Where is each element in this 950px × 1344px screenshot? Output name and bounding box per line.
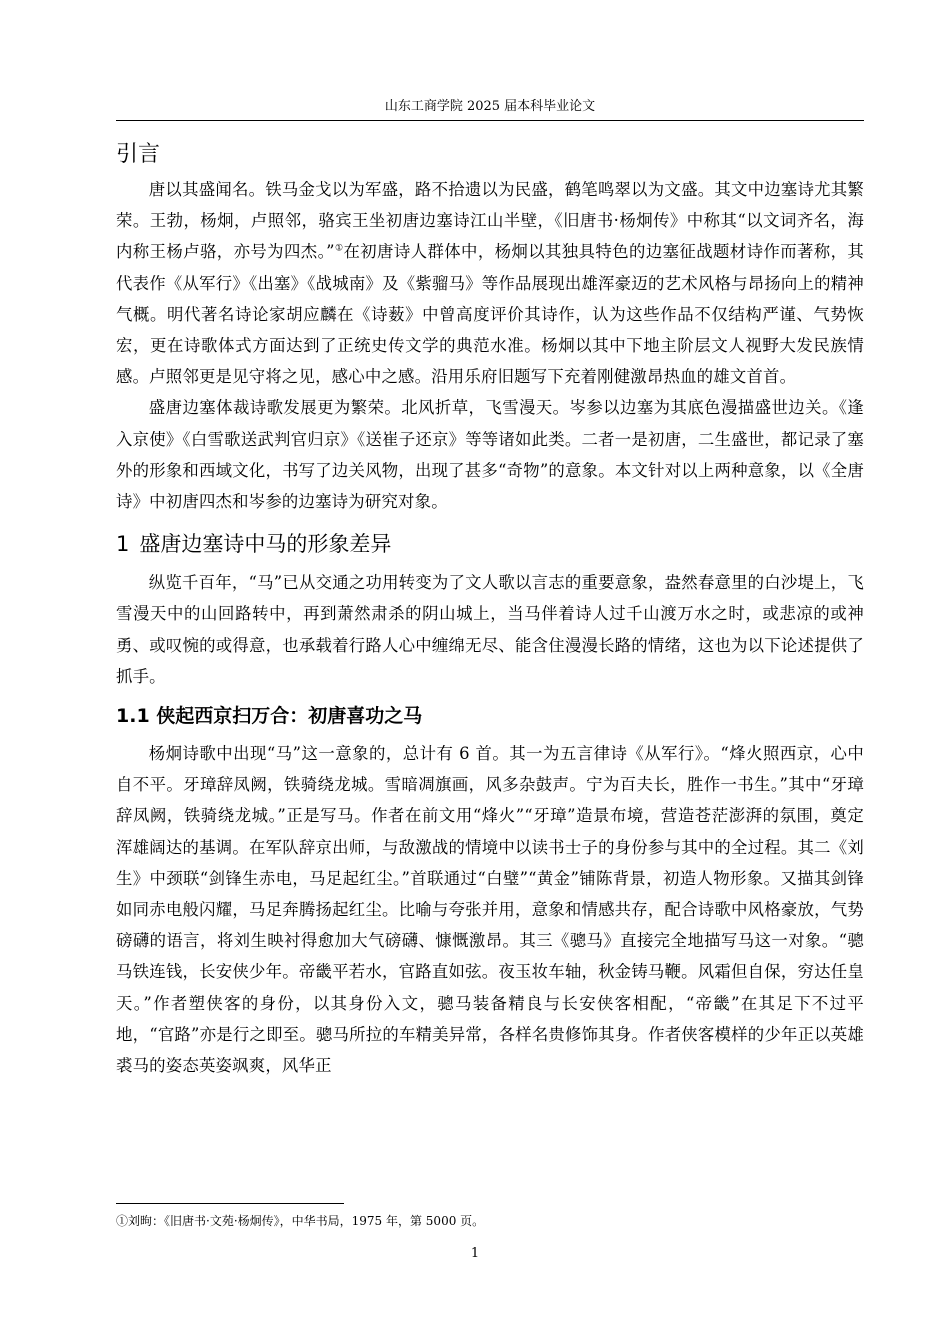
page-number: 1	[470, 1246, 480, 1261]
intro-p1-text-a: 唐以其盛闻名。铁马金戈以为军盛，路不拾遗以为民盛，鹤笔鸣翠以为文盛。其文中边塞诗尤其繁荣。王勃，杨炯，卢照邻，骆宾王坐初唐边塞诗江山半壁，《旧唐书·杨炯传》中称其“以文词齐名，海内称王杨卢骆，亦号为四杰。”	[116, 180, 864, 262]
running-header: 山东工商学院 2025 届本科毕业论文	[384, 99, 596, 114]
section-1-1-paragraph-1: 杨炯诗歌中出现“马”这一意象的，总计有 6 首。其一为五言律诗《从军行》。“烽火照西京，心中自不平。牙璋辞凤阙，铁骑绕龙城。雪暗凋旗画，风多杂鼓声。宁为百夫长，胜作一书生。”其中“牙璋辞凤阙，铁骑绕龙城。”正是写马。作者在前文用“烽火”“牙璋”造景布境，营造苍茫澎湃的氛围，奠定浑雄阔达的基调。在军队辞京出师，与敌激战的情境中以读书士子的身份参与其中的全过程。其二《刘生》中颈联“剑锋生赤电，马足起红尘。”首联通过“白璧”“黄金”铺陈背景，初造人物形象。又描其剑锋如同赤电般闪耀，马足奔腾扬起红尘。比喻与夸张并用，意象和情感共存，配合诗歌中风格豪放，气势磅礴的语言，将刘生映衬得愈加大气磅礴、慷慨激昂。其三《骢马》直接完全地描写马这一对象。“骢马铁连钱，长安侠少年。帝畿平若水，官路直如弦。夜玉妆车轴，秋金铸马鞭。风霜但自保，穷达任皇天。”作者塑侠客的身份，以其身份入文，骢马装备精良与长安侠客相配，“帝畿”在其足下不过平地，“官路”亦是行之即至。骢马所拉的车精美异常，各样名贵修饰其身。作者侠客模样的少年正以英雄裘马的姿态英姿飒爽，风华正	[116, 744, 864, 1076]
intro-paragraph-1	[116, 174, 864, 392]
footnote-rule	[116, 1203, 344, 1204]
section-1-1-heading: 1.1 侠起西京扫万合：初唐喜功之马	[116, 705, 423, 728]
body-content	[116, 138, 864, 1081]
intro-paragraph-2: 盛唐边塞体裁诗歌发展更为繁荣。北风折草，飞雪漫天。岑参以边塞为其底色漫描盛世边关。《逢入京使》《白雪歌送武判官归京》《送崔子还京》等等诸如此类。二者一是初唐，二生盛世，都记录了塞外的形象和西域文化，书写了边关风物，出现了甚多“奇物”的意象。本文针对以上两种意象，以《全唐诗》中初唐四杰和岑参的边塞诗为研究对象。	[116, 398, 864, 512]
intro-p1-text-b: 在初唐诗人群体中，杨炯以其独具特色的边塞征战题材诗作而著称，其代表作《从军行》《出塞》《战城南》及《紫骝马》等作品展现出雄浑豪迈的艺术风格与昂扬向上的精神气概。明代著名诗论家胡应麟在《诗薮》中曾高度评价其诗作，认为这些作品不仅结构严谨、气势恢宏，更在诗歌体式方面达到了正统史传文学的典范水准。杨炯以其中下地主阶层文人视野大发民族情感。卢照邻更是见守将之见，感心中之感。沿用乐府旧题写下充着刚健激昂热血的雄文首首。	[116, 242, 864, 387]
intro-heading: 引言	[116, 142, 161, 167]
footnote: ①刘昫：《旧唐书·文苑·杨炯传》，中华书局，1975 年，第 5000 页。	[116, 1214, 485, 1228]
section-1-title: 盛唐边塞诗中马的形象差异	[139, 532, 392, 557]
section-1-number: 1	[116, 532, 130, 557]
section-1-heading	[116, 529, 864, 559]
footnote-mark: ①	[334, 243, 344, 254]
section-1-paragraph-1: 纵览千百年，“马”已从交通之功用转变为了文人歌以言志的重要意象，盎然春意里的白沙堤上，飞雪漫天中的山回路转中，再到萧然肃杀的阴山城上，当马伴着诗人过千山渡万水之时，或悲凉的或神勇、或叹惋的或得意，也承载着行路人心中缠绵无尽、能含住漫漫长路的情绪，这也为以下论述提供了抓手。	[116, 573, 864, 686]
header-rule	[116, 120, 864, 121]
